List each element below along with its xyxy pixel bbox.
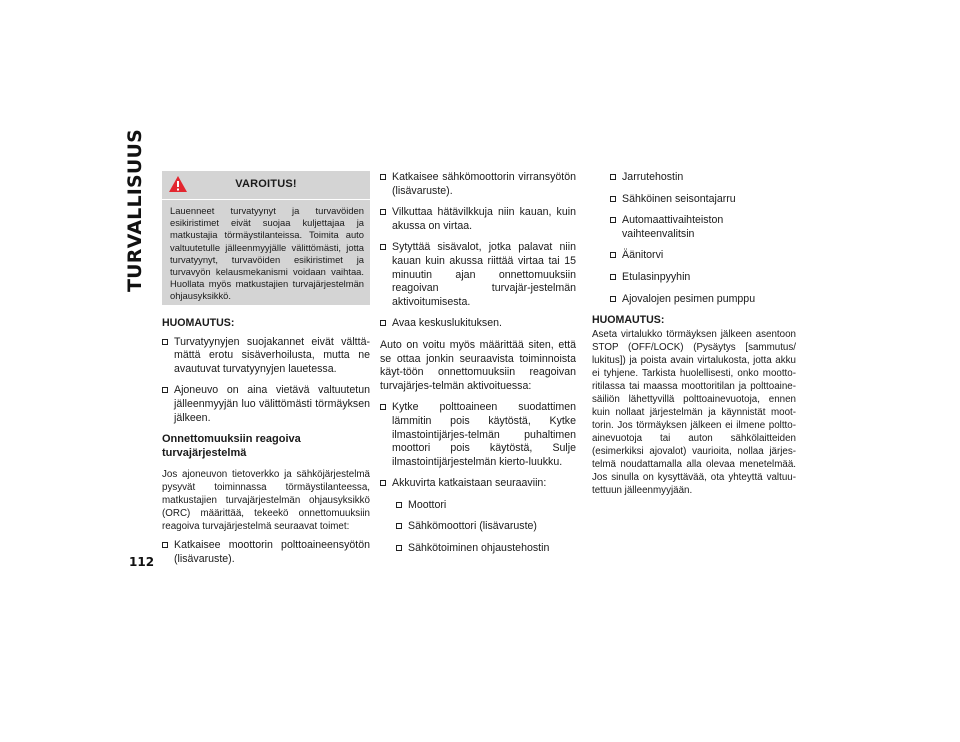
checkbox-bullet-icon bbox=[380, 480, 386, 486]
checkbox-bullet-icon bbox=[380, 174, 386, 180]
list-item: Katkaisee moottorin polttoaineensyötön (lisävaruste). bbox=[162, 539, 370, 566]
config-paragraph: Auto on voitu myös määrittää siten, että se ottaa jonkin seuraavista toiminnoista käyt-töön onnettomuuksiin reagoivan turvajärjes-telmän aktivoituessa: bbox=[380, 338, 576, 392]
checkbox-bullet-icon bbox=[162, 387, 168, 393]
checkbox-bullet-icon bbox=[610, 296, 616, 302]
checkbox-bullet-icon bbox=[610, 174, 616, 180]
checkbox-bullet-icon bbox=[396, 523, 402, 529]
note-label-2: HUOMAUTUS: bbox=[592, 314, 665, 327]
battery-sub-list-continued bbox=[610, 171, 796, 306]
checkbox-bullet-icon bbox=[610, 196, 616, 202]
section-heading: Onnettomuuksiin reagoiva turvajärjestelmä bbox=[162, 433, 301, 459]
warning-text: Lauenneet turvatyynyt ja turvavöiden esikiristimet eivät suojaa kuljettajaa ja matkustajia törmäystilanteissa. Toimita auto valtuutetulle jälleenmyyjälle välittömästi, jotta turvatyynyt, turvavöiden esikiristimet ja turvavyön kelausmekanismi voidaan vaihtaa. Huollata myös matkustajien turvajärjestelmän ohjausyksikkö. bbox=[170, 205, 364, 302]
page-number: 112 bbox=[129, 555, 155, 569]
action-list-2 bbox=[380, 171, 576, 331]
list-item: Jarrutehostin bbox=[610, 171, 796, 185]
column-2 bbox=[380, 171, 576, 564]
warning-box bbox=[162, 171, 370, 305]
checkbox-bullet-icon bbox=[610, 274, 616, 280]
checkbox-bullet-icon bbox=[380, 404, 386, 410]
list-item: Sähköinen seisontajarru bbox=[610, 193, 796, 207]
list-item: Avaa keskuslukituksen. bbox=[380, 317, 576, 331]
list-item: Vilkuttaa hätävilkkuja niin kauan, kuin akussa on virtaa. bbox=[380, 206, 576, 233]
list-item: Akkuvirta katkaistaan seuraaviin: bbox=[380, 477, 576, 491]
warning-title: VAROITUS! bbox=[235, 178, 297, 190]
list-item: Etulasinpyyhin bbox=[610, 271, 796, 285]
checkbox-bullet-icon bbox=[380, 244, 386, 250]
list-item: Sytyttää sisävalot, jotka palavat niin kauan kuin akussa riittää virtaa tai 15 minuutin ajan onnettomuuksiin reagoivan turvajär-jestelmän aktivoitumisesta. bbox=[380, 241, 576, 309]
section-title: TURVALLISUUS bbox=[124, 128, 146, 292]
config-list bbox=[380, 401, 576, 491]
list-item: Katkaisee sähkömoottorin virransyötön (lisävaruste). bbox=[380, 171, 576, 198]
list-item: Moottori bbox=[396, 499, 576, 513]
battery-sub-list bbox=[396, 499, 576, 556]
list-item: Sähkömoottori (lisävaruste) bbox=[396, 520, 576, 534]
checkbox-bullet-icon bbox=[380, 320, 386, 326]
note-text: Aseta virtalukko törmäyksen jälkeen asentoon STOP (OFF/LOCK) (Pysäytys [sammutus/ lukitus]) ja poista avain virtalukosta, jotta akku ei tyhjene. Tarkista huolellisesti, onko mootto-ritilassa tai maassa moottoritilan ja polttoaine-säiliön lähettyvillä polttoainevuotoja, ennen kuin nollaat järjestelmän ja käynnistät moot-torin. Jos törmäyksen jälkeen ei ilmene poltto-ainevuotoja tai auton sähkölaitteiden (esimerkiksi ajovalot) vaurioita, nollaa järjes-telmä noudattamalla alla olevaa menetelmää. Jos sinulla on kysyttävää, ota yhteyttä valtuu-tettuun jälleenmyyjään. bbox=[592, 328, 796, 496]
checkbox-bullet-icon bbox=[396, 545, 402, 551]
checkbox-bullet-icon bbox=[396, 502, 402, 508]
note-list bbox=[162, 336, 370, 426]
list-item: Turvatyynyjen suojakannet eivät välttä-mättä erotu sisäverhoilusta, mutta ne avautuvat turvatyynyjen lauetessa. bbox=[162, 336, 370, 377]
column-1 bbox=[162, 171, 370, 575]
checkbox-bullet-icon bbox=[610, 252, 616, 258]
list-item: Äänitorvi bbox=[610, 249, 796, 263]
warning-header bbox=[162, 171, 370, 200]
action-list-1 bbox=[162, 539, 370, 566]
checkbox-bullet-icon bbox=[380, 209, 386, 215]
checkbox-bullet-icon bbox=[162, 339, 168, 345]
list-item: Ajovalojen pesimen pumppu bbox=[610, 293, 796, 307]
list-item: Ajoneuvo on aina vietävä valtuutetun jälleenmyyjän luo välittömästi törmäyksen jälkeen. bbox=[162, 384, 370, 425]
list-item: Kytke polttoaineen suodattimen lämmitin pois käytöstä, Kytke ilmastointijärjes-telmän puhaltimen moottori pois käytöstä, Sulje ilmastointijärjestelmän kierto-luukku. bbox=[380, 401, 576, 469]
checkbox-bullet-icon bbox=[610, 217, 616, 223]
column-3 bbox=[592, 171, 796, 497]
intro-paragraph: Jos ajoneuvon tietoverkko ja sähköjärjestelmä pysyvät toiminnassa törmäystilanteessa, matkustajien turvajärjestelmän ohjausyksikkö (ORC) määrittää, tekeekö onnettomuuksiin reagoiva turvajärjestelmä seuraavat toimet: bbox=[162, 469, 370, 533]
note-label: HUOMAUTUS: bbox=[162, 317, 235, 329]
checkbox-bullet-icon bbox=[162, 542, 168, 548]
list-item: Sähkötoiminen ohjaustehostin bbox=[396, 542, 576, 556]
list-item: Automaattivaihteiston vaihteenvalitsin bbox=[610, 214, 796, 241]
